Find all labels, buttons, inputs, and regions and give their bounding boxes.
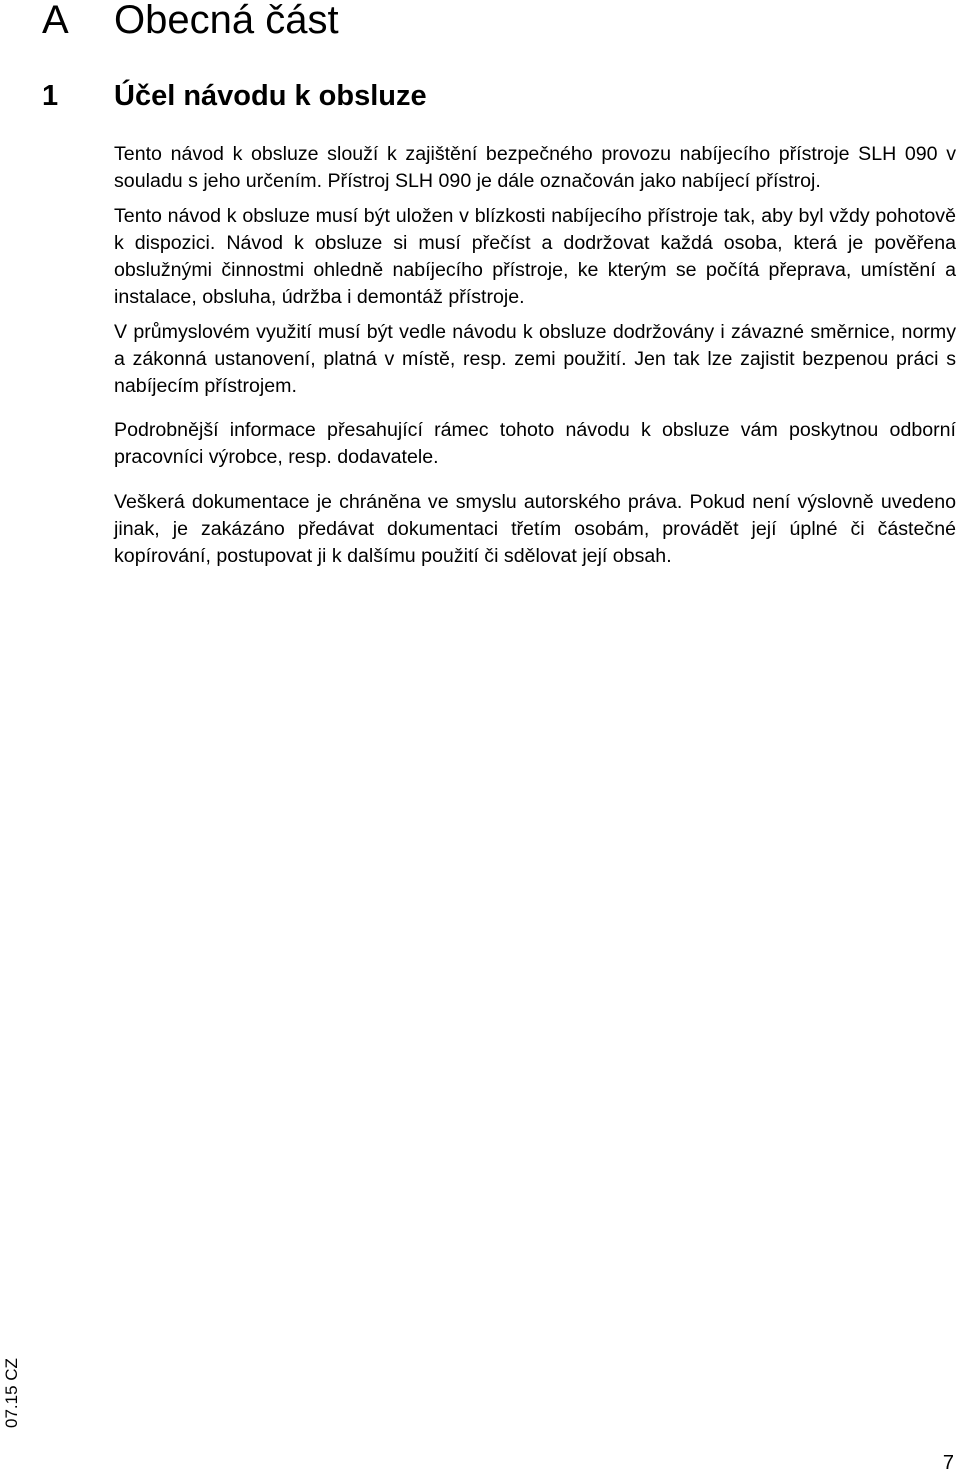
section-title: Účel návodu k obsluze (114, 80, 427, 112)
paragraph-more-info: Podrobnější informace přesahující rámec tohoto návodu k obsluze vám poskytnou odborní pracovníci výrobce, resp. dodavatele. (114, 419, 956, 468)
edition-label: 07.15 CZ (2, 1358, 21, 1428)
body-text (114, 141, 956, 587)
section-heading (42, 79, 427, 113)
chapter-title: Obecná část (114, 0, 339, 42)
page-number: 7 (942, 1452, 954, 1474)
section-number: 1 (42, 80, 59, 112)
paragraph-copyright: Veškerá dokumentace je chráněna ve smyslu autorského práva. Pokud není výslovně uvedeno jinak, je zakázáno předávat dokumentaci třetím osobám, provádět její úplné či částečné kopírování, postupovat ji k dalšímu použití či sdělovat její obsah. (114, 491, 956, 567)
chapter-letter: A (42, 0, 69, 42)
chapter-heading (42, 0, 339, 42)
paragraph-storage: Tento návod k obsluze musí být uložen v blízkosti nabíjecího přístroje tak, aby byl vždy pohotově k dispozici. Návod k obsluze si musí přečíst a dodržovat každá osoba, která je pověřena obslužnými činnostmi ohledně nabíjecího přístroje, ke kterým se počítá přeprava, umístění a instalace, obsluha, údržba i demontáž přístroje. (114, 205, 956, 308)
paragraph-purpose: Tento návod k obsluze slouží k zajištění bezpečného provozu nabíjecího přístroje SLH 090 v souladu s jeho určením. Přístroj SLH 090 je dále označován jako nabíjecí přístroj. (114, 143, 956, 192)
paragraph-industrial-use: V průmyslovém využití musí být vedle návodu k obsluze dodržovány i závazné směrnice, normy a zákonná ustanovení, platná v místě, resp. zemi použití. Jen tak lze zajistit bezpenou práci s nabíjecím přístrojem. (114, 321, 956, 397)
